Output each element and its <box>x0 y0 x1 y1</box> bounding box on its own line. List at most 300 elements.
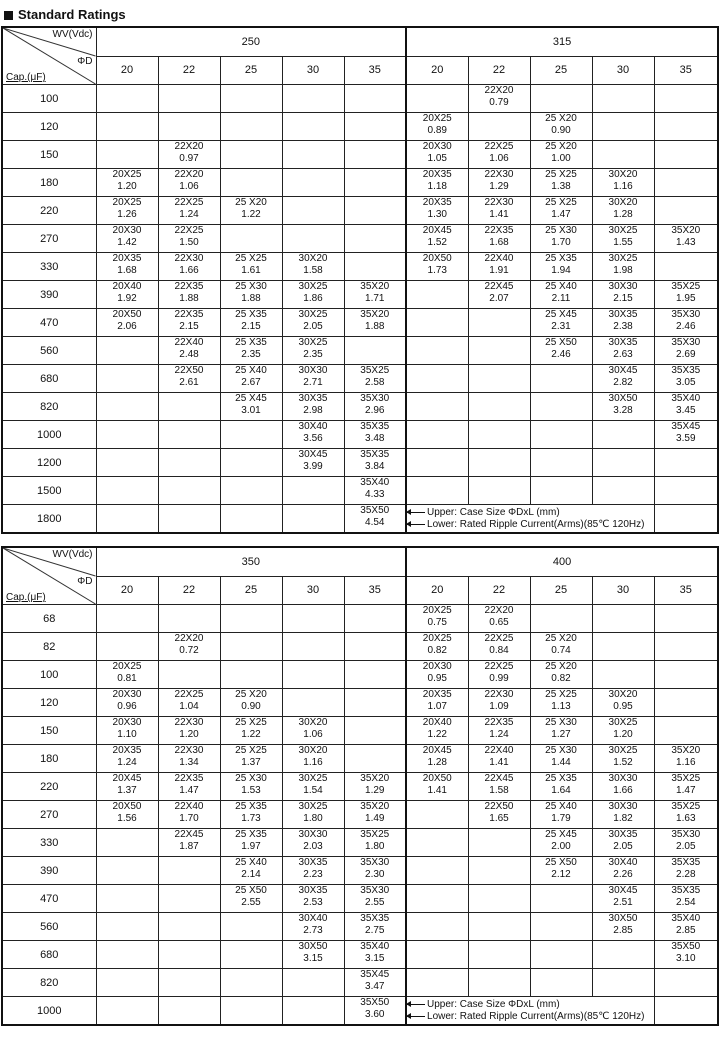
ripple-current: 1.91 <box>489 265 509 276</box>
ripple-current: 1.13 <box>551 701 571 712</box>
table-row <box>2 689 718 717</box>
diameter-header: 22 <box>468 56 530 85</box>
section-title-text: Standard Ratings <box>18 7 126 22</box>
case-size: 30X45 <box>298 449 328 460</box>
rating-cell <box>282 661 344 689</box>
ripple-current: 1.68 <box>117 265 137 276</box>
rating-cell <box>96 829 158 857</box>
rating-cell <box>220 281 282 309</box>
ripple-current: 1.47 <box>676 785 696 796</box>
rating-cell <box>96 309 158 337</box>
rating-cell <box>654 253 718 281</box>
ripple-current: 2.67 <box>241 377 261 388</box>
rating-cell <box>96 913 158 941</box>
rating-cell <box>96 801 158 829</box>
ripple-current: 1.61 <box>241 265 261 276</box>
table-row <box>2 141 718 169</box>
table-row <box>2 773 718 801</box>
legend-note <box>406 997 654 1026</box>
capacitance-cell: 1000 <box>2 421 96 449</box>
ripple-current: 1.88 <box>241 293 261 304</box>
rating-cell <box>530 309 592 337</box>
diameter-header: 25 <box>220 56 282 85</box>
table-row <box>2 225 718 253</box>
rating-cell <box>468 85 530 113</box>
rating-cell <box>530 337 592 365</box>
ripple-current: 1.24 <box>489 729 509 740</box>
rating-cell <box>158 661 220 689</box>
case-size: 35X30 <box>360 885 390 896</box>
ripple-current: 1.06 <box>489 153 509 164</box>
ripple-current: 1.70 <box>551 237 571 248</box>
ripple-current: 3.28 <box>613 405 633 416</box>
table-row <box>2 393 718 421</box>
rating-cell <box>282 169 344 197</box>
rating-cell <box>468 113 530 141</box>
rating-cell <box>406 885 468 913</box>
case-size: 30X50 <box>608 393 638 404</box>
rating-cell <box>282 801 344 829</box>
case-size: 35X30 <box>671 309 701 320</box>
case-size: 22X40 <box>484 745 514 756</box>
rating-cell <box>96 605 158 633</box>
rating-cell <box>96 225 158 253</box>
capacitance-cell: 1800 <box>2 505 96 534</box>
rating-cell <box>468 605 530 633</box>
case-size: 30X25 <box>608 253 638 264</box>
rating-cell <box>654 717 718 745</box>
ratings-table-250-315 <box>1 26 719 534</box>
capacitance-cell: 68 <box>2 605 96 633</box>
rating-cell <box>468 365 530 393</box>
rating-cell <box>592 337 654 365</box>
rating-cell <box>654 633 718 661</box>
case-size: 30X30 <box>298 365 328 376</box>
ripple-current: 1.30 <box>427 209 447 220</box>
rating-cell <box>344 969 406 997</box>
ripple-current: 1.92 <box>117 293 137 304</box>
rating-cell <box>96 449 158 477</box>
rating-cell <box>654 885 718 913</box>
ripple-current: 2.55 <box>365 897 385 908</box>
rating-cell <box>344 717 406 745</box>
ripple-current: 2.73 <box>303 925 323 936</box>
rating-cell <box>406 941 468 969</box>
diameter-label: ΦD <box>77 56 93 67</box>
rating-cell <box>406 141 468 169</box>
rating-cell <box>344 941 406 969</box>
case-size: 25 X40 <box>545 801 577 812</box>
table-row <box>2 449 718 477</box>
ripple-current: 2.03 <box>303 841 323 852</box>
case-size: 20X50 <box>112 309 142 320</box>
rating-cell <box>344 801 406 829</box>
case-size: 20X35 <box>422 197 452 208</box>
diameter-header: 22 <box>158 56 220 85</box>
capacitance-cell: 180 <box>2 745 96 773</box>
rating-cell <box>220 141 282 169</box>
capacitance-label: Cap.(μF) <box>6 592 46 603</box>
rating-cell <box>96 113 158 141</box>
rating-cell <box>96 745 158 773</box>
ripple-current: 0.90 <box>551 125 571 136</box>
ripple-current: 1.38 <box>551 181 571 192</box>
rating-cell <box>282 449 344 477</box>
rating-cell <box>592 421 654 449</box>
table-row <box>2 913 718 941</box>
capacitance-cell: 82 <box>2 633 96 661</box>
rating-cell <box>530 913 592 941</box>
case-size: 20X45 <box>422 225 452 236</box>
ratings-table-350-400 <box>1 546 719 1026</box>
diameter-header: 35 <box>654 56 718 85</box>
rating-cell <box>96 505 158 534</box>
ripple-current: 2.75 <box>365 925 385 936</box>
ripple-current: 0.89 <box>427 125 447 136</box>
rating-cell <box>406 969 468 997</box>
rating-cell <box>530 225 592 253</box>
ripple-current: 1.47 <box>551 209 571 220</box>
ripple-current: 2.98 <box>303 405 323 416</box>
case-size: 35X30 <box>360 857 390 868</box>
rating-cell <box>282 477 344 505</box>
rating-cell <box>158 829 220 857</box>
table-row <box>2 365 718 393</box>
rating-cell <box>592 85 654 113</box>
rating-cell <box>344 661 406 689</box>
capacitance-cell: 820 <box>2 393 96 421</box>
rating-cell <box>158 969 220 997</box>
diameter-header: 25 <box>220 576 282 605</box>
rating-cell <box>282 913 344 941</box>
case-size: 30X35 <box>298 885 328 896</box>
case-size: 25 X50 <box>235 885 267 896</box>
ripple-current: 1.37 <box>117 785 137 796</box>
table-row <box>2 281 718 309</box>
capacitance-cell: 220 <box>2 773 96 801</box>
rating-cell <box>282 421 344 449</box>
case-size: 25 X25 <box>545 169 577 180</box>
ripple-current: 2.05 <box>303 321 323 332</box>
ripple-current: 4.33 <box>365 489 385 500</box>
case-size: 22X50 <box>174 365 204 376</box>
case-size: 22X35 <box>484 225 514 236</box>
case-size: 35X40 <box>360 941 390 952</box>
rating-cell <box>592 745 654 773</box>
rating-cell <box>468 281 530 309</box>
ripple-current: 0.81 <box>117 673 137 684</box>
diameter-header: 25 <box>530 56 592 85</box>
ripple-current: 1.82 <box>613 813 633 824</box>
case-size: 35X25 <box>671 773 701 784</box>
case-size: 20X35 <box>422 689 452 700</box>
ripple-current: 2.46 <box>676 321 696 332</box>
ripple-current: 3.59 <box>676 433 696 444</box>
rating-cell <box>344 505 406 534</box>
ripple-current: 1.52 <box>427 237 447 248</box>
rating-cell <box>406 773 468 801</box>
ripple-current: 1.66 <box>179 265 199 276</box>
rating-cell <box>158 393 220 421</box>
rating-cell <box>654 505 718 534</box>
case-size: 30X20 <box>298 253 328 264</box>
case-size: 25 X25 <box>545 689 577 700</box>
rating-cell <box>158 633 220 661</box>
rating-cell <box>654 913 718 941</box>
case-size: 22X25 <box>174 197 204 208</box>
rating-cell <box>220 661 282 689</box>
case-size: 20X30 <box>422 661 452 672</box>
ripple-current: 3.84 <box>365 461 385 472</box>
rating-cell <box>344 225 406 253</box>
rating-cell <box>158 309 220 337</box>
rating-cell <box>158 449 220 477</box>
table-row <box>2 857 718 885</box>
diameter-header: 20 <box>406 56 468 85</box>
rating-cell <box>654 689 718 717</box>
rating-cell <box>158 857 220 885</box>
case-size: 35X50 <box>360 505 390 516</box>
rating-cell <box>344 689 406 717</box>
rating-cell <box>530 253 592 281</box>
case-size: 35X45 <box>360 969 390 980</box>
ripple-current: 2.54 <box>676 897 696 908</box>
table-row <box>2 169 718 197</box>
case-size: 25 X40 <box>235 857 267 868</box>
rating-cell <box>344 997 406 1026</box>
rating-cell <box>406 169 468 197</box>
rating-cell <box>344 197 406 225</box>
case-size: 22X30 <box>484 197 514 208</box>
rating-cell <box>96 857 158 885</box>
case-size: 22X25 <box>484 633 514 644</box>
ripple-current: 1.95 <box>676 293 696 304</box>
rating-cell <box>406 913 468 941</box>
rating-cell <box>406 801 468 829</box>
case-size: 30X25 <box>608 717 638 728</box>
rating-cell <box>220 85 282 113</box>
ripple-current: 2.82 <box>613 377 633 388</box>
rating-cell <box>158 421 220 449</box>
ripple-current: 1.73 <box>241 813 261 824</box>
rating-cell <box>344 365 406 393</box>
case-size: 30X45 <box>608 365 638 376</box>
rating-cell <box>654 309 718 337</box>
table-row <box>2 633 718 661</box>
rating-cell <box>344 141 406 169</box>
ripple-current: 0.74 <box>551 645 571 656</box>
capacitance-cell: 120 <box>2 113 96 141</box>
capacitance-cell: 1200 <box>2 449 96 477</box>
voltage-header: 315 <box>406 27 718 56</box>
rating-cell <box>530 773 592 801</box>
case-size: 35X30 <box>671 829 701 840</box>
capacitance-cell: 180 <box>2 169 96 197</box>
ripple-current: 1.24 <box>117 757 137 768</box>
rating-cell <box>592 801 654 829</box>
capacitance-cell: 1500 <box>2 477 96 505</box>
rating-cell <box>530 85 592 113</box>
rating-cell <box>468 449 530 477</box>
case-size: 20X25 <box>112 661 142 672</box>
rating-cell <box>468 337 530 365</box>
ripple-current: 1.22 <box>241 209 261 220</box>
case-size: 20X30 <box>112 225 142 236</box>
ripple-current: 0.65 <box>489 617 509 628</box>
rating-cell <box>220 829 282 857</box>
rating-cell <box>220 477 282 505</box>
rating-cell <box>654 113 718 141</box>
ripple-current: 1.04 <box>179 701 199 712</box>
rating-cell <box>282 393 344 421</box>
case-size: 30X30 <box>608 281 638 292</box>
case-size: 22X25 <box>484 661 514 672</box>
diameter-header: 30 <box>282 56 344 85</box>
ripple-current: 1.28 <box>613 209 633 220</box>
case-size: 20X35 <box>112 745 142 756</box>
rating-cell <box>468 801 530 829</box>
diameter-header: 30 <box>282 576 344 605</box>
capacitance-cell: 270 <box>2 225 96 253</box>
ripple-current: 2.15 <box>613 293 633 304</box>
rating-cell <box>96 253 158 281</box>
rating-cell <box>220 885 282 913</box>
diameter-header: 35 <box>344 576 406 605</box>
rating-cell <box>530 717 592 745</box>
rating-cell <box>220 197 282 225</box>
ripple-current: 1.26 <box>117 209 137 220</box>
ripple-current: 2.15 <box>241 321 261 332</box>
rating-cell <box>592 225 654 253</box>
case-size: 35X50 <box>360 997 390 1008</box>
rating-cell <box>654 169 718 197</box>
wv-label: WV(Vdc) <box>52 549 93 560</box>
rating-cell <box>654 605 718 633</box>
capacitance-cell: 150 <box>2 717 96 745</box>
rating-cell <box>158 997 220 1026</box>
ripple-current: 0.79 <box>489 97 509 108</box>
table-row <box>2 421 718 449</box>
rating-cell <box>468 969 530 997</box>
capacitance-cell: 680 <box>2 365 96 393</box>
case-size: 22X30 <box>484 689 514 700</box>
rating-cell <box>220 913 282 941</box>
legend-upper-line <box>407 507 654 519</box>
ripple-current: 1.80 <box>365 841 385 852</box>
case-size: 22X30 <box>174 253 204 264</box>
ripple-current: 1.16 <box>676 757 696 768</box>
ripple-current: 1.09 <box>489 701 509 712</box>
rating-cell <box>158 689 220 717</box>
case-size: 35X35 <box>671 857 701 868</box>
ripple-current: 3.15 <box>303 953 323 964</box>
case-size: 30X25 <box>298 281 328 292</box>
rating-cell <box>468 393 530 421</box>
rating-cell <box>592 169 654 197</box>
case-size: 30X20 <box>298 717 328 728</box>
rating-cell <box>344 309 406 337</box>
case-size: 22X30 <box>484 169 514 180</box>
ripple-current: 0.82 <box>551 673 571 684</box>
ripple-current: 1.88 <box>365 321 385 332</box>
diameter-header: 35 <box>344 56 406 85</box>
rating-cell <box>220 365 282 393</box>
case-size: 30X35 <box>608 337 638 348</box>
case-size: 25 X30 <box>545 717 577 728</box>
ripple-current: 2.85 <box>613 925 633 936</box>
table-row <box>2 661 718 689</box>
rating-cell <box>220 689 282 717</box>
rating-cell <box>158 85 220 113</box>
rating-cell <box>158 113 220 141</box>
ripple-current: 1.05 <box>427 153 447 164</box>
arrow-left-icon <box>407 512 425 513</box>
rating-cell <box>592 717 654 745</box>
rating-cell <box>220 633 282 661</box>
rating-cell <box>96 421 158 449</box>
table-row <box>2 745 718 773</box>
rating-cell <box>96 885 158 913</box>
ripple-current: 1.06 <box>179 181 199 192</box>
case-size: 25 X30 <box>235 281 267 292</box>
case-size: 35X50 <box>671 941 701 952</box>
rating-cell <box>530 661 592 689</box>
header-diameter-row <box>2 576 718 605</box>
ripple-current: 3.05 <box>676 377 696 388</box>
header-corner-cell <box>2 27 96 85</box>
rating-cell <box>592 913 654 941</box>
rating-cell <box>282 633 344 661</box>
rating-cell <box>344 169 406 197</box>
ripple-current: 1.41 <box>489 757 509 768</box>
case-size: 35X35 <box>360 913 390 924</box>
ripple-current: 2.58 <box>365 377 385 388</box>
case-size: 22X40 <box>484 253 514 264</box>
ripple-current: 1.10 <box>117 729 137 740</box>
rating-cell <box>468 941 530 969</box>
rating-cell <box>468 141 530 169</box>
ripple-current: 3.99 <box>303 461 323 472</box>
rating-cell <box>158 745 220 773</box>
header-voltage-row <box>2 27 718 56</box>
case-size: 25 X35 <box>235 801 267 812</box>
rating-cell <box>592 885 654 913</box>
capacitance-cell: 100 <box>2 661 96 689</box>
rating-cell <box>468 745 530 773</box>
legend-note <box>406 505 654 534</box>
rating-cell <box>344 113 406 141</box>
rating-cell <box>158 773 220 801</box>
rating-cell <box>282 141 344 169</box>
rating-cell <box>344 421 406 449</box>
rating-cell <box>344 393 406 421</box>
rating-cell <box>220 169 282 197</box>
rating-cell <box>220 969 282 997</box>
rating-cell <box>282 253 344 281</box>
rating-cell <box>530 141 592 169</box>
ripple-current: 1.64 <box>551 785 571 796</box>
rating-cell <box>592 281 654 309</box>
ripple-current: 3.10 <box>676 953 696 964</box>
rating-cell <box>468 717 530 745</box>
rating-cell <box>282 997 344 1026</box>
rating-cell <box>220 421 282 449</box>
rating-cell <box>530 885 592 913</box>
ripple-current: 2.12 <box>551 869 571 880</box>
case-size: 30X25 <box>298 773 328 784</box>
ripple-current: 1.06 <box>303 729 323 740</box>
rating-cell <box>220 337 282 365</box>
